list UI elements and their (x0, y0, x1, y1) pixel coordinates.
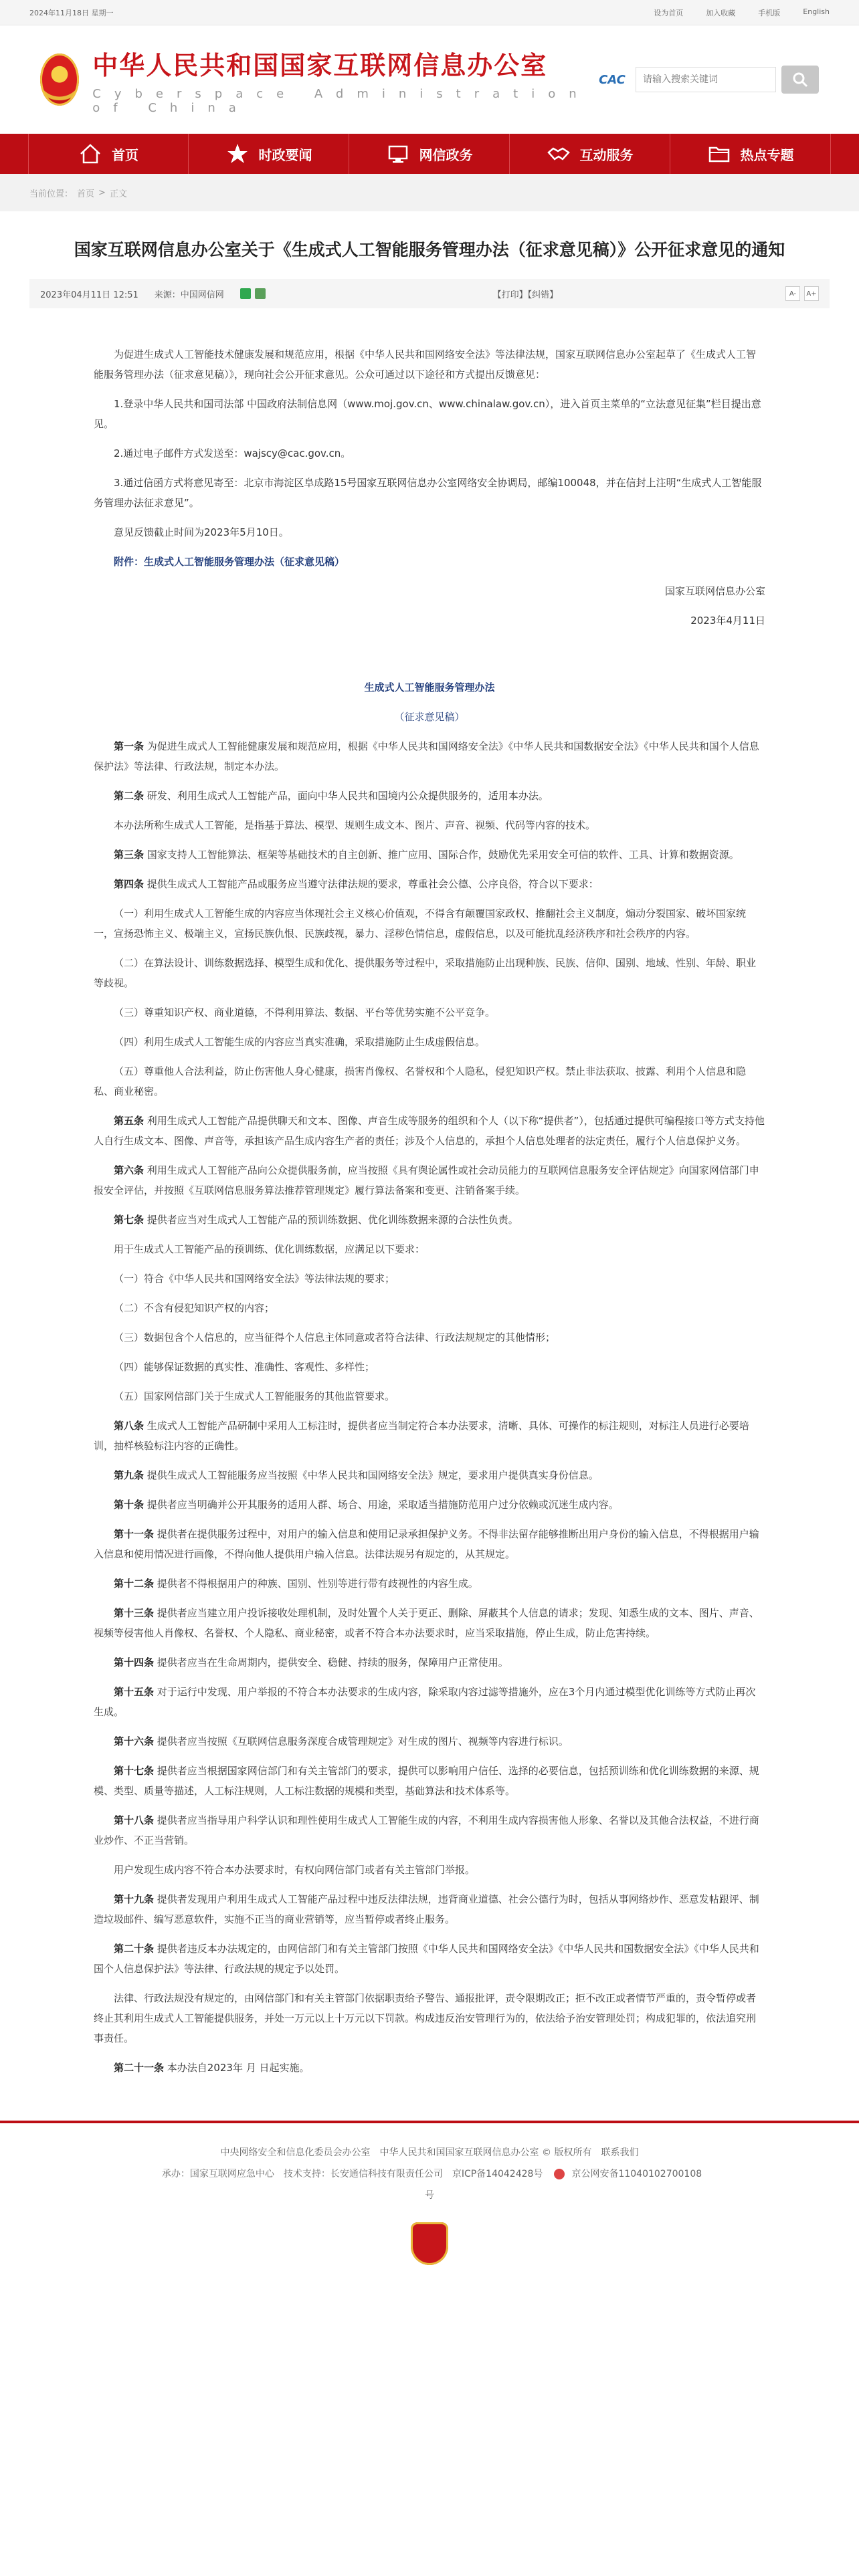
article-text: （四）能够保证数据的真实性、准确性、客观性、多样性； (114, 1361, 375, 1373)
article-source: 来源：中国网信网 (154, 290, 224, 300)
article-number: 第十一条 (114, 1528, 155, 1540)
search-area (594, 66, 819, 94)
footer-copyright: 中央网络安全和信息化委员会办公室 中华人民共和国国家互联网信息办公室 © 版权所有 联系我们 (220, 2147, 639, 2158)
top-links (654, 7, 830, 18)
print-link[interactable]: 【打印】 (492, 290, 528, 300)
article-text: 提供者应当对生成式人工智能产品的预训练数据、优化训练数据来源的合法性负责。 (144, 1214, 518, 1226)
nav-news[interactable] (189, 134, 349, 174)
mobile-link[interactable]: 手机版 (758, 8, 781, 17)
article-number: 第四条 (114, 878, 145, 890)
regulation-paragraph (94, 953, 765, 993)
regulation-paragraph (94, 1386, 765, 1406)
regulation-articles (94, 736, 765, 2078)
article-text: （一）符合《中华人民共和国网络安全法》等法律法规的要求； (114, 1273, 395, 1285)
article-number: 第十四条 (114, 1656, 155, 1669)
article-text: 提供生成式人工智能服务应当按照《中华人民共和国网络安全法》规定，要求用户提供真实身份信息。 (144, 1469, 599, 1481)
article-text: 本办法自2023年 月 日起实施。 (164, 2062, 310, 2074)
regulation-paragraph (94, 1239, 765, 1259)
handshake-icon (547, 142, 571, 166)
search-icon (792, 72, 808, 88)
regulation-paragraph (94, 1210, 765, 1230)
regulation-paragraph (94, 1524, 765, 1564)
weibo-share-icon[interactable] (255, 288, 266, 299)
article-text: （二）在算法设计、训练数据选择、模型生成和优化、提供服务等过程中，采取措施防止出现种族、民族、信仰、国别、地域、性别、年龄、职业等歧视。 (94, 957, 757, 989)
article-text: 法律、行政法规没有规定的，由网信部门和有关主管部门依据职责给予警告、通报批评，责令限期改正；拒不改正或者情节严重的，责令暂停或者终止其利用生成式人工智能提供服务，并处一万元以上十万元以下罚款。构成违反治安管理行为的，依法给予治安管理处罚；构成犯罪的，依法追究刑事责任。 (94, 1992, 757, 2044)
national-emblem-icon (40, 53, 79, 106)
star-icon (225, 142, 250, 166)
feedback-method-1: 1.登录中华人民共和国司法部 中国政府法制信息网（www.moj.gov.cn、www.chinalaw.gov.cn），进入首页主菜单的“立法意见征集”栏目提出意见。 (94, 398, 761, 430)
nav-interaction-label: 互动服务 (579, 146, 634, 163)
article-text: 提供者发现用户利用生成式人工智能产品过程中违反法律法规，违背商业道德、社会公德行为时，包括从事网络炒作、恶意发帖跟评、制造垃圾邮件、编写恶意软件，实施不正当的商业营销等，应当暂停或者终止服务。 (94, 1893, 759, 1925)
sign-org: 国家互联网信息办公室 (664, 585, 765, 597)
article-text: 提供者应当按照《互联网信息服务深度合成管理规定》对生成的图片、视频等内容进行标识。 (154, 1735, 569, 1747)
breadcrumb-current: 正文 (109, 189, 127, 199)
feedback-method-3: 3.通过信函方式将意见寄至：北京市海淀区阜成路15号国家互联网信息办公室网络安全协调局，邮编100048，并在信封上注明“生成式人工智能服务管理办法征求意见”。 (94, 477, 762, 509)
regulation-paragraph (94, 1032, 765, 1052)
regulation-paragraph (94, 903, 765, 944)
article-number: 第十七条 (114, 1765, 155, 1777)
font-increase-icon[interactable]: A+ (804, 286, 819, 301)
sign-date: 2023年4月11日 (690, 615, 765, 627)
article-text: （五）尊重他人合法利益，防止伤害他人身心健康，损害肖像权、名誉权和个人隐私，侵犯知识产权。禁止非法获取、披露、利用个人信息和隐私、商业秘密。 (94, 1065, 747, 1097)
article-text: （五）国家网信部门关于生成式人工智能服务的其他监管要求。 (114, 1390, 395, 1402)
nav-home-label: 首页 (112, 146, 138, 163)
article-number: 第十三条 (114, 1607, 155, 1619)
site-footer (0, 2121, 859, 2265)
site-title: 中华人民共和国国家互联网信息办公室 (92, 50, 548, 80)
regulation-paragraph (94, 786, 765, 806)
publish-date: 2023年04月11日 12:51 (40, 290, 138, 300)
top-bar (0, 0, 859, 25)
regulation-paragraph (94, 736, 765, 776)
article-text: 用于生成式人工智能产品的预训练、优化训练数据，应满足以下要求： (114, 1243, 425, 1255)
monitor-icon (386, 142, 410, 166)
regulation-paragraph (94, 1298, 765, 1318)
main-nav (0, 134, 859, 174)
breadcrumb (0, 174, 859, 211)
nav-news-label: 时政要闻 (258, 146, 312, 163)
nav-affairs-label: 网信政务 (419, 146, 473, 163)
font-decrease-icon[interactable]: A- (785, 286, 800, 301)
article-text: 提供者应当在生命周期内，提供安全、稳健、持续的服务，保障用户正常使用。 (154, 1656, 508, 1669)
footer-info (0, 2163, 859, 2185)
footer-beian-suffix: 号 (425, 2190, 434, 2201)
breadcrumb-separator: > (98, 187, 106, 198)
article-text: 提供者违反本办法规定的，由网信部门和有关主管部门按照《中华人民共和国网络安全法》《中华人民共和国数据安全法》《中华人民共和国个人信息保护法》等法律、行政法规的规定予以处罚。 (94, 1943, 759, 1975)
font-size-controls (785, 286, 819, 301)
regulation-paragraph (94, 1327, 765, 1348)
article-number: 第十五条 (114, 1686, 155, 1698)
nav-interaction[interactable] (510, 134, 670, 174)
article-number: 第八条 (114, 1420, 145, 1432)
regulation-paragraph (94, 874, 765, 894)
home-icon (78, 142, 102, 166)
regulation-paragraph (94, 1731, 765, 1751)
article-text: 利用生成式人工智能产品向公众提供服务前，应当按照《具有舆论属性或社会动员能力的互联网信息服务安全评估规定》向国家网信部门申报安全评估，并按照《互联网信息服务算法推荐管理规定》履行算法备案和变更、注销备案手续。 (94, 1164, 759, 1196)
article-text: 提供者不得根据用户的种族、国别、性别等进行带有歧视性的内容生成。 (154, 1578, 478, 1590)
document-title: 生成式人工智能服务管理办法 (364, 681, 495, 693)
article-text: 用户发现生成内容不符合本办法要求时，有权向网信部门或者有关主管部门举报。 (114, 1864, 476, 1876)
article-text: 研发、利用生成式人工智能产品，面向中华人民共和国境内公众提供服务的，适用本办法。 (144, 790, 549, 802)
deadline-paragraph: 意见反馈截止时间为2023年5月10日。 (114, 526, 289, 538)
add-favorite-link[interactable]: 加入收藏 (706, 8, 736, 17)
article-number: 第十八条 (114, 1814, 155, 1826)
attachment-link[interactable]: 附件：生成式人工智能服务管理办法（征求意见稿） (114, 556, 345, 568)
article-text: （四）利用生成式人工智能生成的内容应当真实准确，采取措施防止生成虚假信息。 (114, 1036, 486, 1048)
footer-beian[interactable]: 京公网安备11040102700108 (571, 2169, 702, 2179)
regulation-paragraph (94, 1603, 765, 1643)
article-text: （一）利用生成式人工智能生成的内容应当体现社会主义核心价值观，不得含有颠覆国家政权、推翻社会主义制度，煽动分裂国家、破坏国家统一，宣扬恐怖主义、极端主义，宣扬民族仇恨、民族歧视，暴力、淫秽色情信息，虚假信息，以及可能扰乱经济秩序和社会秩序的内容。 (94, 907, 747, 940)
regulation-paragraph (94, 1160, 765, 1200)
article-title: 国家互联网信息办公室关于《生成式人工智能服务管理办法（征求意见稿）》公开征求意见的通知 (74, 240, 785, 259)
article-number: 第二条 (114, 790, 145, 802)
article-text: 本办法所称生成式人工智能，是指基于算法、模型、规则生成文本、图片、声音、视频、代码等内容的技术。 (114, 819, 596, 831)
article-text: 生成式人工智能产品研制中采用人工标注时，提供者应当制定符合本办法要求，清晰、具体、可操作的标注规则，对标注人员进行必要培训，抽样核验标注内容的正确性。 (94, 1420, 749, 1452)
article-text: （二）不含有侵犯知识产权的内容； (114, 1302, 275, 1314)
article-number: 第二十一条 (114, 2062, 165, 2074)
breadcrumb-home-link[interactable]: 首页 (77, 189, 95, 199)
regulation-paragraph (94, 1889, 765, 1929)
article-text: 提供者应当指导用户科学认识和理性使用生成式人工智能生成的内容，不利用生成内容损害他人形象、名誉以及其他合法权益，不进行商业炒作、不正当营销。 (94, 1814, 759, 1846)
nav-home[interactable] (28, 134, 189, 174)
regulation-paragraph (94, 2058, 765, 2078)
article-meta (29, 279, 830, 308)
regulation-paragraph (94, 1495, 765, 1515)
regulation-paragraph (94, 1416, 765, 1456)
site-header (0, 25, 859, 134)
police-badge-icon (554, 2169, 565, 2179)
article-text: 提供者应当根据国家网信部门和有关主管部门的要求，提供可以影响用户信任、选择的必要信息，包括预训练和优化训练数据的来源、规模、类型、质量等描述，人工标注规则，人工标注数据的规模和类型，基础算法和技术体系等。 (94, 1765, 759, 1797)
regulation-paragraph (94, 845, 765, 865)
wechat-share-icon[interactable] (240, 288, 251, 299)
site-brand[interactable] (40, 45, 594, 115)
breadcrumb-prefix: 当前位置： (29, 189, 74, 199)
article-text: （三）数据包含个人信息的，应当征得个人信息主体同意或者符合法律、行政法规规定的其他情形； (114, 1331, 556, 1344)
english-link[interactable]: English (803, 7, 830, 16)
article-number: 第十九条 (114, 1893, 155, 1905)
article-text: 提供者在提供服务过程中，对用户的输入信息和使用记录承担保护义务。不得非法留存能够推断出用户身份的输入信息，不得根据用户输入信息和使用情况进行画像，不得向他人提供用户输入信息。法律法规另有规定的，从其规定。 (94, 1528, 759, 1560)
article-number: 第十六条 (114, 1735, 155, 1747)
article-number: 第三条 (114, 849, 145, 861)
government-badge-icon[interactable] (411, 2222, 448, 2265)
regulation-paragraph (94, 1357, 765, 1377)
current-date: 2024年11月18日 星期一 (29, 8, 114, 17)
regulation-paragraph (94, 1061, 765, 1101)
cac-logo: CAC (599, 72, 626, 87)
article-number: 第二十条 (114, 1943, 155, 1955)
regulation-paragraph (94, 1652, 765, 1673)
nav-topics-label: 热点专题 (740, 146, 794, 163)
article-number: 第十条 (114, 1499, 145, 1511)
article-body (94, 344, 765, 2078)
article-text: 国家支持人工智能算法、框架等基础技术的自主创新、推广应用、国际合作，鼓励优先采用安全可信的软件、工具、计算和数据资源。 (144, 849, 739, 861)
site-title-en: Cyberspace Administration of China (92, 86, 590, 115)
nav-topics[interactable] (670, 134, 831, 174)
feedback-method-2: 2.通过电子邮件方式发送至：wajscy@cac.gov.cn。 (114, 447, 351, 459)
regulation-paragraph (94, 1682, 765, 1722)
regulation-paragraph (94, 1939, 765, 1979)
article-text: （三）尊重知识产权、商业道德，不得利用算法、数据、平台等优势实施不公平竞争。 (114, 1006, 496, 1018)
article-number: 第九条 (114, 1469, 145, 1481)
regulation-paragraph (94, 1810, 765, 1850)
folder-icon (707, 142, 731, 166)
article-text: 对于运行中发现、用户举报的不符合本办法要求的生成内容，除采取内容过滤等措施外，应在3个月内通过模型优化训练等方式防止再次生成。 (94, 1686, 756, 1718)
article-number: 第十二条 (114, 1578, 155, 1590)
correct-link[interactable]: 【纠错】 (527, 290, 559, 300)
regulation-paragraph (94, 1465, 765, 1485)
article-text: 利用生成式人工智能产品提供聊天和文本、图像、声音生成等服务的组织和个人（以下称“提供者”），包括通过提供可编程接口等方式支持他人自行生成文本、图像、声音等，承担该产品生成内容生产者的责任；涉及个人信息的，承担个人信息处理者的法定责任，履行个人信息保护义务。 (94, 1115, 765, 1147)
article-number: 第一条 (114, 740, 145, 752)
regulation-paragraph (94, 815, 765, 835)
article-number: 第七条 (114, 1214, 145, 1226)
regulation-paragraph (94, 1002, 765, 1023)
footer-icp: 承办：国家互联网应急中心 技术支持：长安通信科技有限责任公司 京ICP备14042428号 (161, 2169, 553, 2179)
regulation-paragraph (94, 1988, 765, 2048)
article-text: 提供生成式人工智能产品或服务应当遵守法律法规的要求，尊重社会公德、公序良俗，符合以下要求： (144, 878, 599, 890)
regulation-paragraph (94, 1111, 765, 1151)
article-text: 提供者应当明确并公开其服务的适用人群、场合、用途，采取适当措施防范用户过分依赖或沉迷生成内容。 (144, 1499, 619, 1511)
article-text: 为促进生成式人工智能健康发展和规范应用，根据《中华人民共和国网络安全法》《中华人民共和国数据安全法》《中华人民共和国个人信息保护法》等法律、行政法规，制定本办法。 (94, 740, 759, 772)
intro-paragraph: 为促进生成式人工智能技术健康发展和规范应用，根据《中华人民共和国网络安全法》等法律法规，国家互联网信息办公室起草了《生成式人工智能服务管理办法（征求意见稿）》，现向社会公开征求意见。公众可通过以下途径和方式提出反馈意见： (94, 348, 757, 381)
article-number: 第六条 (114, 1164, 145, 1176)
share-buttons (240, 288, 266, 299)
regulation-paragraph (94, 1269, 765, 1289)
regulation-paragraph (94, 1860, 765, 1880)
nav-affairs[interactable] (349, 134, 510, 174)
search-input[interactable] (636, 67, 776, 92)
article-text: 提供者应当建立用户投诉接收处理机制，及时处置个人关于更正、删除、屏蔽其个人信息的请求；发现、知悉生成的文本、图片、声音、视频等侵害他人肖像权、名誉权、个人隐私、商业秘密，或者不符合本办法要求时，应当采取措施，停止生成，防止危害持续。 (94, 1607, 759, 1639)
article-number: 第五条 (114, 1115, 145, 1127)
regulation-paragraph (94, 1574, 765, 1594)
regulation-paragraph (94, 1761, 765, 1801)
search-button[interactable] (781, 66, 819, 94)
set-homepage-link[interactable]: 设为首页 (654, 8, 684, 17)
document-subtitle: （征求意见稿） (394, 711, 465, 723)
